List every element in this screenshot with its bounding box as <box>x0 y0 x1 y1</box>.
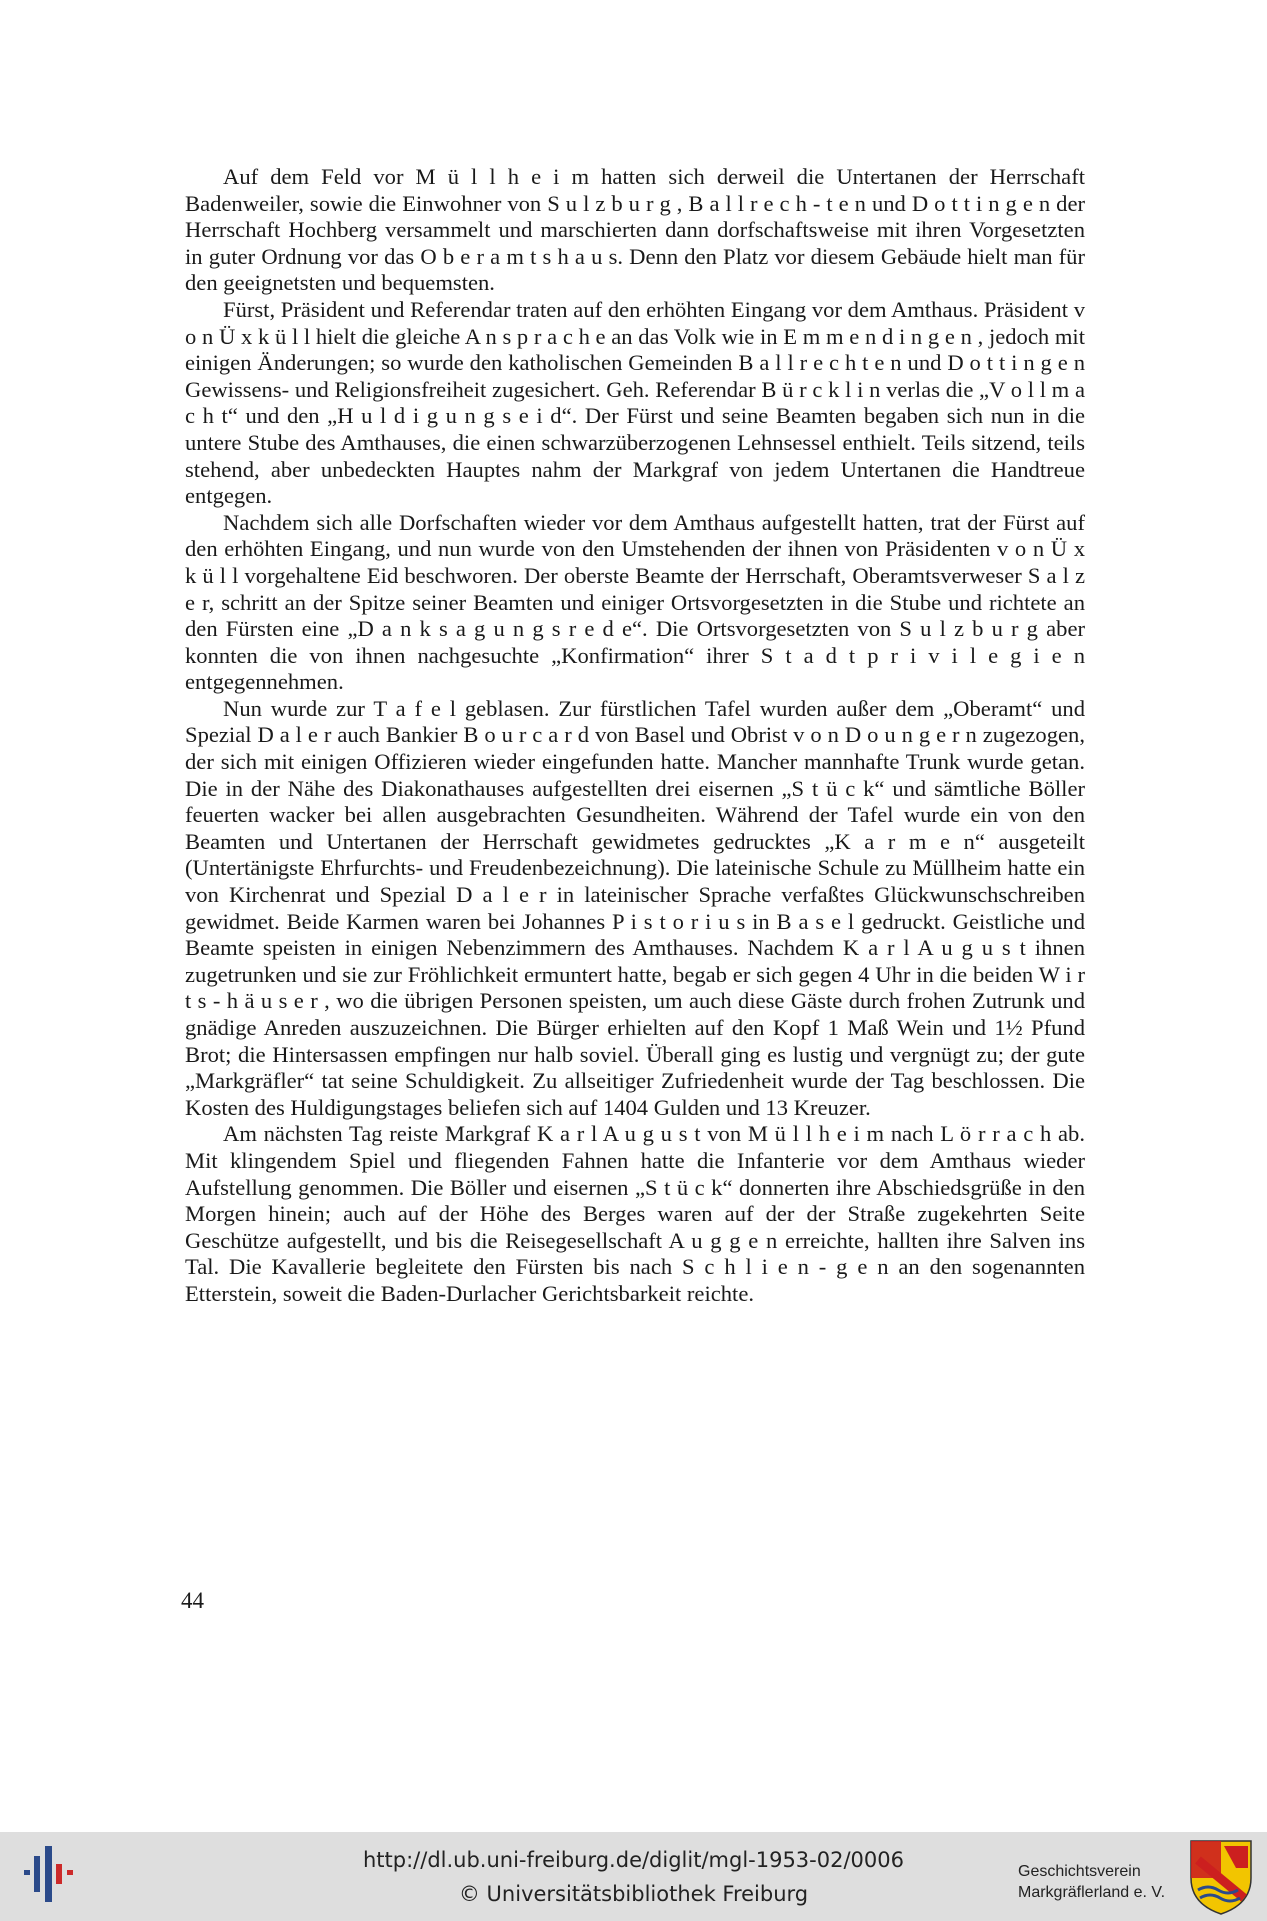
paragraph-2: Fürst, Präsident und Referendar traten auf den erhöhten Eingang vor dem Amthaus. Präsident v o n Ü x k ü l l hielt die gleiche A n s p r a c h e an das Volk wie in E m m e n d i n g e n , jedoch mit einigen Änderungen; so wurde den katholischen Gemeinden B a l l r e c h t e n und D o t t i n g e n Gewissens- und Religionsfreiheit zugesichert. Geh. Referendar B ü r c k l i n verlas die „V o l l m a c h t“ und den „H u l d i g u n g s e i d“. Der Fürst und seine Beamten begaben sich nun in die untere Stube des Amthauses, die einen schwarzüberzogenen Lehnsessel enthielt. Teils sitzend, teils stehend, aber unbedeckten Hauptes nahm der Markgraf von jedem Untertanen die Handtreue entgegen. <box>185 296 1085 509</box>
paragraph-1: Auf dem Feld vor M ü l l h e i m hatten sich derweil die Untertanen der Herrschaft Badenweiler, sowie die Einwohner von S u l z b u r g , B a l l r e c h - t e n und D o t t i n g e n der Herrschaft Hochberg versammelt und marschierten dann dorfschaftsweise mit ihren Vorgesetzten in guter Ordnung vor das O b e r a m t s h a u s. Denn den Platz vor diesem Gebäude hielt man für den geeignetsten und bequemsten. <box>185 164 1085 296</box>
copyright-notice: © Universitätsbibliothek Freiburg <box>458 1882 809 1906</box>
body-text <box>185 164 1085 1308</box>
page-number: 44 <box>181 1588 204 1613</box>
paragraph-3: Nachdem sich alle Dorfschaften wieder vor dem Amthaus aufgestellt hatten, trat der Fürst auf den erhöhten Eingang, und nun wurde von den Umstehenden der ihnen von Präsidenten v o n Ü x k ü l l vorgehaltene Eid beschworen. Der oberste Beamte der Herrschaft, Oberamtsverweser S a l z e r, schritt an der Spitze seiner Beamten und einiger Ortsvorgesetzten in die Stube und richtete an den Fürsten eine „D a n k s a g u n g s r e d e“. Die Ortsvorgesetzten von S u l z b u r g aber konnten die von ihnen nachgesuchte „Konfirmation“ ihrer S t a d t p r i v i l e g i e n entgegennehmen. <box>185 509 1085 695</box>
coat-of-arms-icon <box>1188 1838 1254 1916</box>
document-url-link[interactable]: http://dl.ub.uni-freiburg.de/diglit/mgl-1953-02/0006 <box>362 1848 904 1872</box>
footer-bar <box>0 1832 1267 1921</box>
publisher-name <box>1018 1861 1190 1903</box>
paragraph-5: Am nächsten Tag reiste Markgraf K a r l A u g u s t von M ü l l h e i m nach L ö r r a c h ab. Mit klingendem Spiel und fliegenden Fahnen hatte die Infanterie vor dem Amthaus wieder Aufstellung genommen. Die Böller und eisernen „S t ü c k“ donnerten ihre Abschiedsgrüße in den Morgen hinein; auch auf der Höhe des Berges waren auf der der Straße zugekehrten Seite Geschütze aufgestellt, und bis die Reisegesellschaft A u g g e n erreichte, hallten ihre Salven ins Tal. Die Kavallerie begleitete den Fürsten bis nach S c h l i e n - g e n an den sogenannten Etterstein, soweit die Baden-Durlacher Gerichtsbarkeit reichte. <box>185 1121 1085 1306</box>
publisher-line-1: Geschichtsverein <box>1018 1863 1141 1880</box>
publisher-line-2: Markgräflerland e. V. <box>1018 1884 1166 1901</box>
paragraph-4: Nun wurde zur T a f e l geblasen. Zur fürstlichen Tafel wurden außer dem „Oberamt“ und Spezial D a l e r auch Bankier B o u r c a r d von Basel und Obrist v o n D o u n g e r n zugezogen, der sich mit einigen Offizieren wieder eingefunden hatte. Mancher mannhafte Trunk wurde getan. Die in der Nähe des Diakonathauses aufgestellten drei eisernen „S t ü c k“ und sämtliche Böller feuerten wacker bei allen ausgebrachten Gesundheiten. Während der Tafel wurde ein von den Beamten und Untertanen der Herrschaft gewidmetes gedrucktes „K a r m e n“ ausgeteilt (Untertänigste Ehrfurchts- und Freudenbezeichnung). Die lateinische Schule zu Müllheim hatte ein von Kirchenrat und Spezial D a l e r in lateinischer Sprache verfaßtes Glückwunschschreiben gewidmet. Beide Karmen waren bei Johannes P i s t o r i u s in B a s e l gedruckt. Geistliche und Beamte speisten in einigen Nebenzimmern des Amthauses. Nachdem K a r l A u g u s t ihnen zugetrunken und sie zur Fröhlichkeit ermuntert hatte, begab er sich gegen 4 Uhr in die beiden W i r t s - h ä u s e r , wo die übrigen Personen speisten, um auch diese Gäste durch frohen Zutrunk und gnädige Anreden auszuzeichnen. Die Bürger erhielten auf den Kopf 1 Maß Wein und 1½ Pfund Brot; die Hintersassen empfingen nur halb soviel. Überall ging es lustig und vergnügt zu; der gute „Markgräfler“ tat seine Schuldigkeit. Zu allseitiger Zufriedenheit wurde der Tag beschlossen. Die Kosten des Huldigungstages beliefen sich auf 1404 Gulden und 13 Kreuzer. <box>185 695 1085 1120</box>
